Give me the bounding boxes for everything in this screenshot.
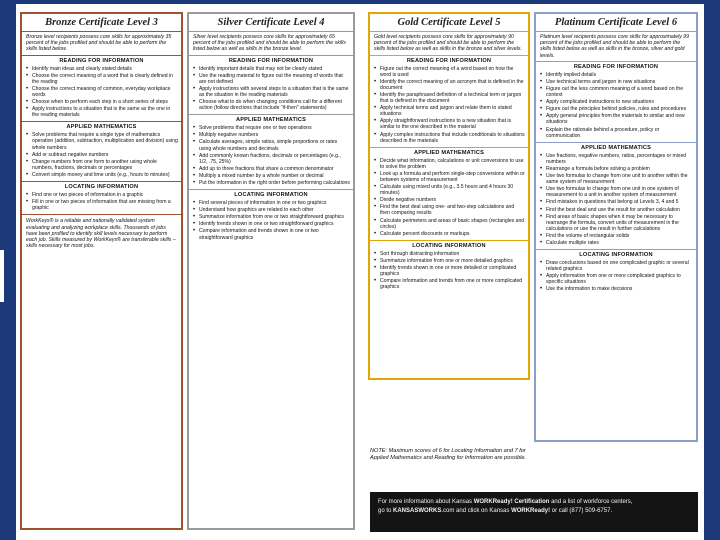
skill-item: • Use two formulas to change from one unit to another within the same system of measurement (540, 173, 693, 185)
skill-item: • Sort through distracting information (374, 251, 525, 257)
left-edge-tab (0, 250, 4, 302)
bronze-column (20, 12, 183, 530)
contact-brand: WORKReady! (511, 508, 551, 514)
skill-item: • Calculate multiple rates (540, 240, 693, 246)
skill-list (22, 65, 181, 122)
skill-item: • Choose the correct meaning of a word that is clearly defined in the reading (26, 73, 178, 85)
contact-box (370, 492, 698, 532)
skill-item: • Multiply negative numbers (193, 132, 350, 138)
skill-item: • Summarize information from one or two straightforward graphics (193, 214, 350, 220)
skill-item: • Identify the correct meaning of an acronym that is defined in the document (374, 79, 525, 91)
skill-item: • Calculate averages, simple ratios, simple proportions or rates using whole numbers and decimals (193, 139, 350, 151)
skill-item: • Compare information and trends from one or more complicated graphics (374, 278, 525, 290)
skill-item: • Put the information in the right order before performing calculations (193, 180, 350, 186)
skill-item: • Add commonly known fractions, decimals or percentages (e.g., 1/2, .75, 25%) (193, 153, 350, 165)
skill-item: • Choose when to perform each step in a short series of steps (26, 99, 178, 105)
skill-item: • Find the volume of rectangular solids (540, 233, 693, 239)
skill-item: • Apply technical terms and jargon and relate them to stated situations (374, 105, 525, 117)
skill-item: • Identify implied details (540, 72, 693, 78)
skill-item: • Find the best deal using one- and two-step calculations and then comparing results (374, 204, 525, 216)
skill-item: • Fill in one or two pieces of information that are missing from a graphic (26, 199, 178, 211)
skill-list (22, 191, 181, 214)
section-title: APPLIED MATHEMATICS (22, 121, 181, 131)
skill-item: • Divide negative numbers (374, 197, 525, 203)
skill-item: • Rearrange a formula before solving a problem (540, 166, 693, 172)
gold-title: Gold Certificate Level 5 (370, 14, 528, 32)
section-title: APPLIED MATHEMATICS (536, 142, 696, 152)
section-title: LOCATING INFORMATION (370, 240, 528, 250)
skill-list (536, 259, 696, 295)
contact-text: or call (877) 509-6757. (550, 508, 613, 514)
skill-item: • Apply information from one or more complicated graphics to specific situations (540, 273, 693, 285)
skill-item: • Apply instructions with several steps to a situation that is the same as the situation in the reading materials (193, 86, 350, 98)
contact-text: .com and click on Kansas (441, 508, 512, 514)
skill-item: • Summarize information from one or more detailed graphics (374, 258, 525, 264)
skill-item: • Apply complex instructions that include conditionals to situations described in the materials (374, 132, 525, 144)
skill-item: • Identify important details that may not be clearly stated (193, 66, 350, 72)
skill-list (370, 250, 528, 294)
skill-item: • Calculate using mixed units (e.g., 3.5 hours and 4 hours 30 minutes) (374, 184, 525, 196)
gold-intro: Gold level recipients possess core skills for approximately 90 percent of the jobs profiled and should be able to perform the skills listed below as well as skills in the bronze and silver levels. (374, 34, 522, 53)
section-title: LOCATING INFORMATION (22, 181, 181, 191)
silver-title: Silver Certificate Level 4 (189, 14, 353, 32)
skill-item: • Look up a formula and perform single-step conversions within or between systems of measurement (374, 171, 525, 183)
skill-item: • Use fractions, negative numbers, ratios, percentages or mixed numbers (540, 153, 693, 165)
skill-item: • Find mistakes in questions that belong at Levels 3, 4 and 5 (540, 199, 693, 205)
skill-list (189, 65, 353, 115)
contact-brand: WORKReady! Certification (473, 499, 550, 505)
skill-item: • Identify trends shown in one or more detailed or complicated graphics (374, 265, 525, 277)
section-title: READING FOR INFORMATION (189, 55, 353, 65)
skill-item: • Draw conclusions based on one complicated graphic or several related graphics (540, 260, 693, 272)
skill-item: • Add up to three fractions that share a common denominator (193, 166, 350, 172)
platinum-intro: Platinum level recipients possess core skills for approximately 99 percent of the jobs profiled and should be able to perform the skills listed below as well as skills in the bronze, silver and gold levels. (540, 34, 690, 59)
silver-column (187, 12, 355, 530)
gold-column (368, 12, 530, 380)
skill-item: • Convert simple money and time units (e.g., hours to minutes) (26, 172, 178, 178)
skill-item: • Change numbers from one form to another using whole numbers, fractions, decimals or percentages (26, 159, 178, 171)
skill-list (370, 65, 528, 147)
skill-item: • Apply instructions to a situation that is the same as the one in the reading materials (26, 106, 178, 118)
silver-intro: Silver level recipients possess core skills for approximately 65 percent of the jobs profiled and should be able to perform the skills listed below as well as skills in the bronze level. (193, 34, 346, 53)
skill-item: • Add or subtract negative numbers (26, 152, 178, 158)
skill-item: • Calculate percent discounts or markups (374, 231, 525, 237)
contact-line-2 (378, 507, 690, 516)
section-title: LOCATING INFORMATION (536, 249, 696, 259)
skill-list (189, 199, 353, 244)
platinum-title: Platinum Certificate Level 6 (536, 14, 696, 32)
skill-item: • Find areas of basic shapes when it may be necessary to rearrange the formula, convert units of measurement in the calculations or use the result in further calculations (540, 214, 693, 232)
skill-list (22, 131, 181, 181)
contact-text: go to (378, 508, 394, 514)
skill-item: • Solve problems that require one or two operations (193, 125, 350, 131)
section-title: READING FOR INFORMATION (22, 55, 181, 65)
skill-item: • Apply general principles from the materials to similar and new situations (540, 113, 693, 125)
skill-item: • Compare information and trends shown in one or two straightforward graphics (193, 228, 350, 240)
skill-item: • Figure out the principles behind policies, rules and procedures (540, 106, 693, 112)
skill-item: • Identify the paraphrased definition of a technical term or jargon that is defined in the document (374, 92, 525, 104)
skill-list (536, 71, 696, 142)
skill-item: • Figure out the less common meaning of a word based on the context (540, 86, 693, 98)
contact-site-link[interactable]: KANSASWORKS (393, 508, 442, 514)
certificate-sheet (16, 4, 704, 540)
skill-list (370, 157, 528, 240)
section-title: APPLIED MATHEMATICS (370, 147, 528, 157)
skill-item: • Use the reading material to figure out the meaning of words that are not defined (193, 73, 350, 85)
skill-item: • Identify main ideas and clearly stated details (26, 66, 178, 72)
section-title: LOCATING INFORMATION (189, 189, 353, 199)
contact-line-1 (378, 498, 690, 507)
bronze-title: Bronze Certificate Level 3 (22, 14, 181, 32)
skill-item: • Find the best deal and use the result for another calculation (540, 207, 693, 213)
skill-item: • Choose what to do when changing conditions call for a different action (follow directions that include "if-then" statements) (193, 99, 350, 111)
section-title: APPLIED MATHEMATICS (189, 114, 353, 124)
contact-text: and a list of workforce centers, (549, 499, 633, 505)
platinum-column (534, 12, 698, 442)
skill-list (189, 124, 353, 189)
note-text: NOTE: Maximum scores of 6 for Locating Information and 7 for Applied Mathematics and Reading for Information are possible. (370, 448, 527, 461)
skill-item: • Solve problems that require a single type of mathematics operation (addition, subtraction, multiplication and division) using whole numbers (26, 132, 178, 150)
skill-item: • Understand how graphics are related to each other (193, 207, 350, 213)
contact-text: For more information about Kansas (378, 499, 474, 505)
skill-item: • Apply straightforward instructions to a new situation that is similar to the one described in the material (374, 118, 525, 130)
skill-item: • Find one or two pieces of information in a graphic (26, 192, 178, 198)
skill-item: • Choose the correct meaning of common, everyday workplace words (26, 86, 178, 98)
skill-item: • Use technical terms and jargon in new situations (540, 79, 693, 85)
skill-item: • Explain the rationale behind a procedure, policy or communication (540, 127, 693, 139)
skill-list (536, 152, 696, 249)
section-title: READING FOR INFORMATION (536, 61, 696, 71)
skill-item: • Apply complicated instructions to new situations (540, 99, 693, 105)
skill-item: • Use the information to make decisions (540, 286, 693, 292)
skill-item: • Decide what information, calculations or unit conversions to use to solve the problem (374, 158, 525, 170)
skill-item: • Figure out the correct meaning of a word based on how the word is used (374, 66, 525, 78)
bronze-footer: WorkKeys® is a reliable and nationally validated system evaluating and analyzing workplace skills. Thousands of jobs have been profiled to identify skill levels necessary to perform each job. Skills measured by WorkKeys® are transferable skills – skills necessary for most jobs. (22, 214, 181, 252)
section-title: READING FOR INFORMATION (370, 55, 528, 65)
skill-item: • Identify trends shown in one or two straightforward graphics (193, 221, 350, 227)
skill-item: • Calculate perimeters and areas of basic shapes (rectangles and circles) (374, 218, 525, 230)
skill-item: • Multiply a mixed number by a whole number or decimal (193, 173, 350, 179)
bronze-intro: Bronze level recipients possess core skills for approximately 35 percent of the jobs profiled and should be able to perform the skills listed below. (26, 34, 172, 53)
skill-item: • Find several pieces of information in one or two graphics (193, 200, 350, 206)
skill-item: • Use two formulas to change from one unit in one system of measurement to a unit in another system of measurement (540, 186, 693, 198)
